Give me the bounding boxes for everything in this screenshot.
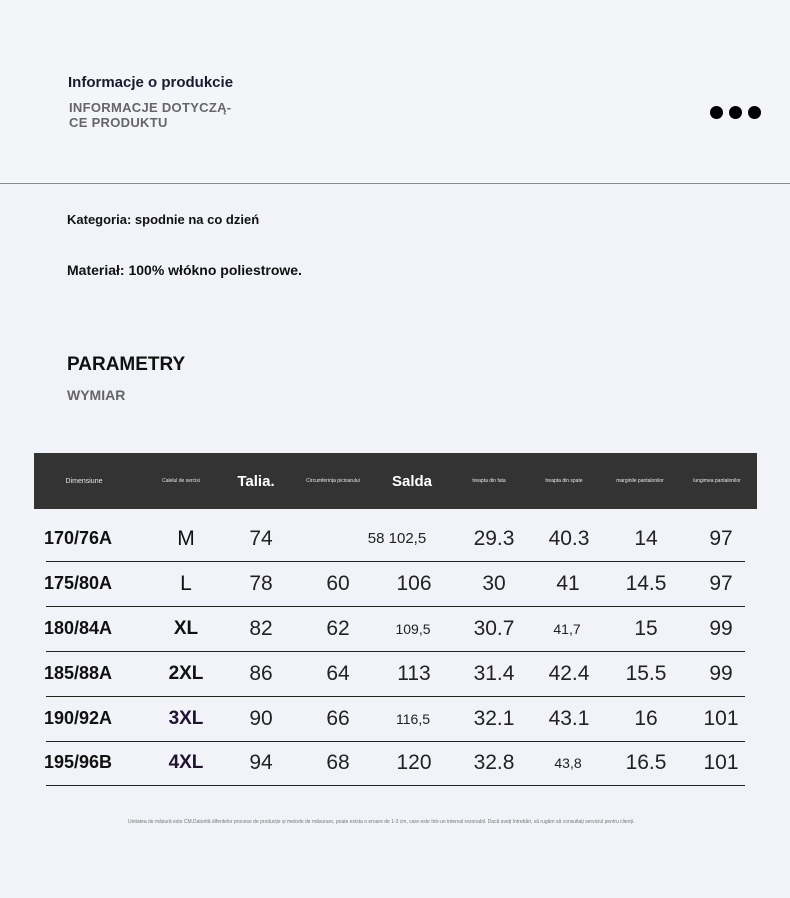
cell-front-rise: 30.7 xyxy=(473,616,515,640)
cell-hip: 109,5 xyxy=(395,620,431,637)
cell-letter-size: XL xyxy=(173,617,199,639)
table-row xyxy=(46,740,745,786)
more-dots-icon xyxy=(710,106,761,119)
cell-back-rise: 40.3 xyxy=(548,526,590,550)
header-calcul: Calelul de sercisi xyxy=(162,478,200,484)
cell-size: 185/88A xyxy=(44,663,113,683)
header-leg-circumference: Circumferința picioarului xyxy=(306,478,360,484)
cell-leg: 68 xyxy=(326,750,350,774)
header-dimension: Dimensiune xyxy=(65,477,103,485)
cell-hem: 14 xyxy=(634,526,658,550)
cell-waist: 78 xyxy=(249,571,273,595)
table-row xyxy=(46,696,745,742)
cell-length: 99 xyxy=(709,661,733,685)
size-table-header xyxy=(34,453,757,509)
dot-icon xyxy=(710,106,723,119)
header-back-rise: treapta din spate xyxy=(545,478,583,484)
cell-back-rise: 42.4 xyxy=(548,661,590,685)
parameters-title: PARAMETRY xyxy=(67,354,186,375)
cell-letter-size: 4XL xyxy=(168,751,204,773)
cell-length: 99 xyxy=(709,616,733,640)
header-hem: marginile pantalonilor xyxy=(616,478,664,484)
cell-hem: 14.5 xyxy=(625,571,667,595)
subtitle-line-2: CE PRODUKTU xyxy=(69,115,168,130)
cell-waist: 94 xyxy=(249,750,273,774)
table-row xyxy=(46,516,745,562)
cell-size: 190/92A xyxy=(44,708,113,728)
cell-letter-size: L xyxy=(180,571,192,595)
cell-front-rise: 30 xyxy=(482,571,506,595)
cell-length: 97 xyxy=(709,571,733,595)
cell-leg: 60 xyxy=(326,571,350,595)
cell-waist: 90 xyxy=(249,706,273,730)
cell-hip: 113 xyxy=(397,661,431,685)
measurement-footnote: Unitatea de măsură este CM.Datorită diferitelor procese de producție și metode de măsurare, poate exista o eroare de 1-3 cm, care este într-un interval rezonabil. Dacă aveți întrebări, vă rugăm să consultați serviciul pentru clienți. xyxy=(128,819,635,825)
page-subtitle xyxy=(69,100,249,130)
dot-icon xyxy=(729,106,742,119)
page-title: Informacje o produkcie xyxy=(68,74,234,91)
product-info-header xyxy=(0,0,790,184)
cell-size: 170/76A xyxy=(44,528,113,548)
cell-hem: 16 xyxy=(634,706,658,730)
cell-front-rise: 32.8 xyxy=(473,750,515,774)
cell-front-rise: 31.4 xyxy=(473,661,515,685)
cell-front-rise: 32.1 xyxy=(473,706,515,730)
table-row xyxy=(46,651,745,697)
cell-leg: 62 xyxy=(326,616,350,640)
table-row xyxy=(46,606,745,652)
subtitle-line-1: INFORMACJE DOTYCZĄ- xyxy=(69,100,232,115)
cell-leg: 64 xyxy=(326,661,350,685)
cell-back-rise: 41,7 xyxy=(553,620,581,637)
cell-size: 180/84A xyxy=(44,618,113,638)
cell-hip: 120 xyxy=(396,750,432,774)
cell-length: 97 xyxy=(709,526,733,550)
parameters-subtitle: WYMIAR xyxy=(67,387,126,403)
cell-waist: 86 xyxy=(249,661,273,685)
table-row xyxy=(46,561,745,607)
header-waist: Talia. xyxy=(237,472,275,490)
cell-back-rise: 41 xyxy=(556,571,580,595)
header-front-rise: treapta din fata xyxy=(472,478,506,484)
material-text: Materiał: 100% włókno poliestrowe. xyxy=(67,262,302,278)
cell-length: 101 xyxy=(703,750,739,774)
cell-front-rise: 29.3 xyxy=(473,526,515,550)
header-hip: Salda xyxy=(391,472,433,490)
cell-hem: 15 xyxy=(634,616,658,640)
cell-back-rise: 43.1 xyxy=(548,706,590,730)
cell-hip: 116,5 xyxy=(396,710,430,727)
header-length: lungimea pantalonilor xyxy=(693,478,741,484)
cell-leg-hip: 58 102,5 xyxy=(367,530,427,547)
cell-length: 101 xyxy=(703,706,739,730)
cell-letter-size: 3XL xyxy=(168,707,204,729)
cell-hip: 106 xyxy=(396,571,432,595)
cell-hem: 16.5 xyxy=(625,750,667,774)
cell-size: 195/96B xyxy=(44,752,113,772)
cell-letter-size: M xyxy=(177,526,195,550)
cell-size: 175/80A xyxy=(44,573,113,593)
cell-waist: 74 xyxy=(249,526,273,550)
cell-back-rise: 43,8 xyxy=(554,754,582,771)
cell-hem: 15.5 xyxy=(625,661,667,685)
cell-leg: 66 xyxy=(326,706,350,730)
cell-waist: 82 xyxy=(249,616,273,640)
cell-letter-size: 2XL xyxy=(168,662,204,684)
category-text: Kategoria: spodnie na co dzień xyxy=(67,212,260,227)
dot-icon xyxy=(748,106,761,119)
